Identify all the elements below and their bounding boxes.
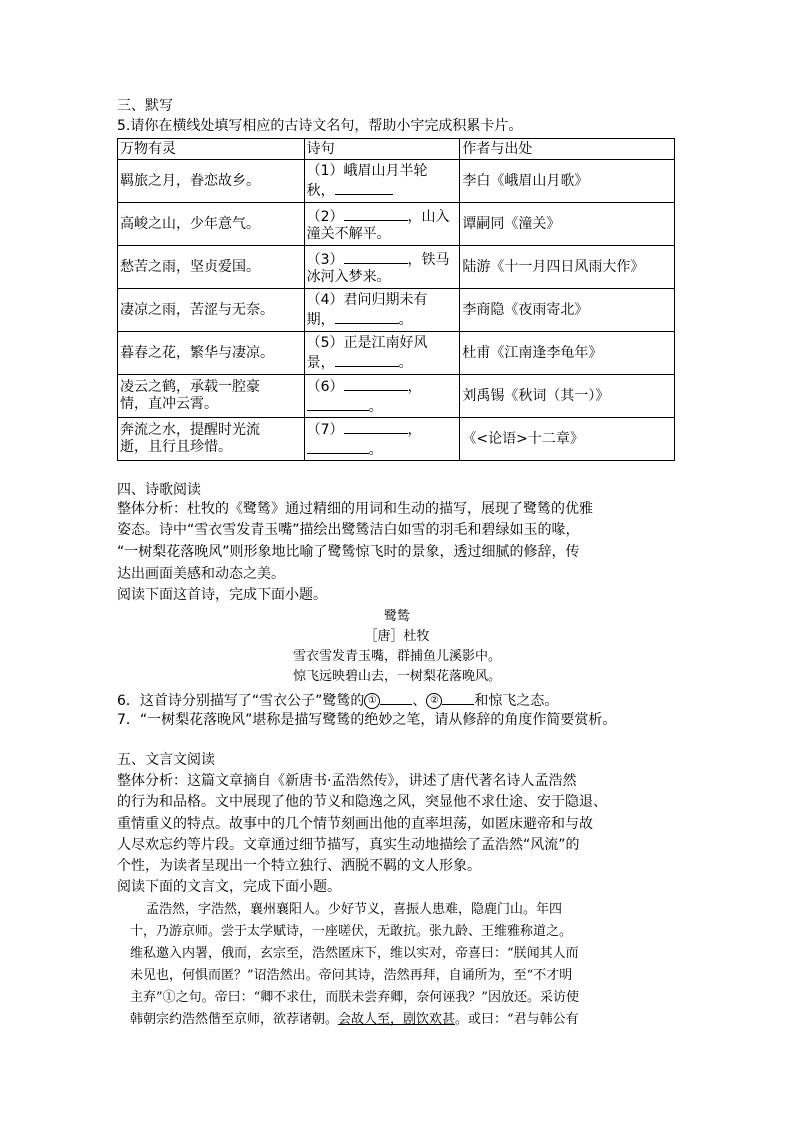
verse-cell (304, 246, 460, 289)
source-cell: 刘禹锡《秋词（其一）》 (460, 375, 675, 418)
verse-line: 潼关不解平。 (306, 225, 391, 242)
topic-cell: 愁苦之雨，坚贞爱国。 (118, 246, 305, 289)
topic-cell: 羁旅之月，眷恋故乡。 (118, 160, 305, 203)
fill-blank[interactable] (335, 309, 399, 324)
verse-cell (304, 375, 460, 418)
verse-cell (304, 203, 460, 246)
analysis-line: 重情重义的特点。故事中的几个情节刻画出他的直率坦荡，如匿床避帝和与故 (117, 816, 593, 832)
verse-cell (304, 289, 460, 332)
verse-line: （5）正是江南好风 (306, 334, 428, 351)
section-5-title: 五、文言文阅读 (117, 752, 215, 768)
poem-line: 雪衣雪发青玉嘴，群捕鱼儿溪影中。 (292, 649, 501, 664)
accumulation-card-table (117, 138, 675, 461)
instruction-text: 阅读下面这首诗，完成下面小题。 (117, 587, 327, 603)
verse-line: （6） ， (307, 376, 458, 396)
question-6: 6．这首诗分别描写了“雪衣公子”鹭鸶的 ① 、 ② 和惊飞之态。 (117, 690, 558, 710)
topic-cell: 暮春之花，繁华与凄凉。 (118, 332, 305, 375)
table-row (118, 375, 675, 418)
table-row (118, 289, 675, 332)
fill-blank[interactable] (344, 376, 408, 391)
analysis-line: 个性，为读者呈现出一个特立独行、洒脱不羁的文人形象。 (117, 858, 481, 874)
fill-blank[interactable] (380, 690, 412, 705)
circle-number: ② (426, 693, 442, 709)
verse-line: （4）君问归期未有 (306, 291, 428, 308)
topic-cell: 高峻之山，少年意气。 (118, 203, 305, 246)
question-7: 7．“一树梨花落晚风”堪称是描写鹭鸶的绝妙之笔，请从修辞的角度作简要赏析。 (117, 712, 617, 728)
table-row (118, 203, 675, 246)
verse-cell (304, 160, 460, 203)
topic-cell: 奔流之水，提醒时光流 逝，且行且珍惜。 (118, 418, 305, 461)
section-3-title: 三、默写 (117, 98, 173, 114)
classical-text-line: 十，乃游京师。尝于太学赋诗，一座嗟伏，无敢抗。张九龄、王维雅称道之。 (130, 924, 573, 939)
topic-cell: 凌云之鹤，承载一腔豪 情，直冲云霄。 (118, 375, 305, 418)
verse-line: （2） ，山入 (307, 206, 458, 226)
fill-blank[interactable] (335, 180, 393, 195)
analysis-line: 整体分析：杜牧的《鹭鸶》通过精细的用词和生动的描写，展现了鹭鸶的优雅 (117, 501, 593, 517)
source-cell: 杜甫《江南逢李龟年》 (460, 332, 675, 375)
source-cell: 李商隐《夜雨寄北》 (460, 289, 675, 332)
question-5: 5.请你在横线处填写相应的古诗文名句，帮助小宇完成积累卡片。 (117, 118, 523, 134)
poem-title: 鹭鸶 (383, 609, 410, 624)
verse-line: （3） ，铁马 (307, 249, 458, 269)
source-cell: 李白《峨眉山月歌》 (460, 160, 675, 203)
fill-blank[interactable] (307, 396, 369, 411)
analysis-line: 达出画面美感和动态之美。 (117, 566, 285, 582)
analysis-line: 整体分析：这篇文章摘自《新唐书·孟浩然传》，讲述了唐代著名诗人孟浩然 (117, 773, 577, 789)
classical-text-line: 维私邀入内署，俄而，玄宗至，浩然匿床下，维以实对，帝喜曰：“朕闻其人而 (130, 946, 579, 961)
table-header-row (118, 139, 675, 160)
instruction-text: 阅读下面的文言文，完成下面小题。 (117, 879, 341, 895)
table-row (118, 332, 675, 375)
topic-cell: 凄凉之雨，苦涩与无奈。 (118, 289, 305, 332)
header-cell: 诗句 (304, 139, 460, 160)
verse-line: 。 (307, 439, 458, 459)
fill-blank[interactable] (344, 419, 408, 434)
source-cell: 谭嗣同《潼关》 (460, 203, 675, 246)
table-row (118, 160, 675, 203)
header-cell: 作者与出处 (460, 139, 675, 160)
verse-line: 期， 。 (307, 309, 458, 329)
analysis-line: “一树梨花落晚风”则形象地比喻了鹭鸶惊飞时的景象，透过细腻的修辞，传 (117, 544, 580, 560)
source-cell: 陆游《十一月四日风雨大作》 (460, 246, 675, 289)
section-4-title: 四、诗歌阅读 (117, 482, 201, 498)
verse-line: 秋， (307, 180, 458, 200)
fill-blank[interactable] (442, 690, 474, 705)
analysis-line: 人尽欢忘约等片段。文章通过细节描写，真实生动地描绘了孟浩然“风流”的 (117, 837, 580, 853)
poem-line: 惊飞远映碧山去，一树梨花落晚风。 (292, 669, 501, 684)
table-row (118, 246, 675, 289)
circle-number: ① (364, 693, 380, 709)
underlined-sentence: 会故人至，剧饮欢甚 (338, 1012, 456, 1027)
classical-text-line: 孟浩然，字浩然，襄州襄阳人。少好节义，喜振人患难，隐鹿门山。年四 (146, 902, 563, 917)
analysis-line: 的行为和品格。文中展现了他的节义和隐逸之风，突显他不求仕途、安于隐退、 (117, 794, 607, 810)
classical-text-line: 韩朝宗约浩然偕至京师，欲荐诸朝。会故人至，剧饮欢甚。或曰：“君与韩公有 (130, 1012, 579, 1027)
classical-text-line: 未见也，何惧而匿？”诏浩然出。帝问其诗，浩然再拜，自诵所为，至“不才明 (130, 968, 573, 983)
verse-line: （7） ， (307, 419, 458, 439)
verse-line: 冰河入梦来。 (306, 268, 391, 285)
source-cell: 《<论语>十二章》 (460, 418, 675, 461)
verse-cell (304, 332, 460, 375)
verse-line: （1）峨眉山月半轮 (306, 162, 428, 179)
poem-author: ［唐］杜牧 (364, 629, 430, 644)
verse-line: 景， 。 (307, 352, 458, 372)
fill-blank[interactable] (344, 249, 408, 264)
fill-blank[interactable] (344, 206, 408, 221)
fill-blank[interactable] (307, 439, 369, 454)
classical-text-line: 主弃”①之句。帝曰：“卿不求仕，而朕未尝弃卿，奈何诬我？”因放还。采访使 (130, 990, 579, 1005)
table-row (118, 418, 675, 461)
header-cell: 万物有灵 (118, 139, 305, 160)
verse-line: 。 (307, 396, 458, 416)
fill-blank[interactable] (335, 352, 399, 367)
analysis-line: 姿态。诗中“雪衣雪发青玉嘴”描绘出鹭鸶洁白如雪的羽毛和碧绿如玉的喙， (117, 522, 580, 538)
verse-cell (304, 418, 460, 461)
